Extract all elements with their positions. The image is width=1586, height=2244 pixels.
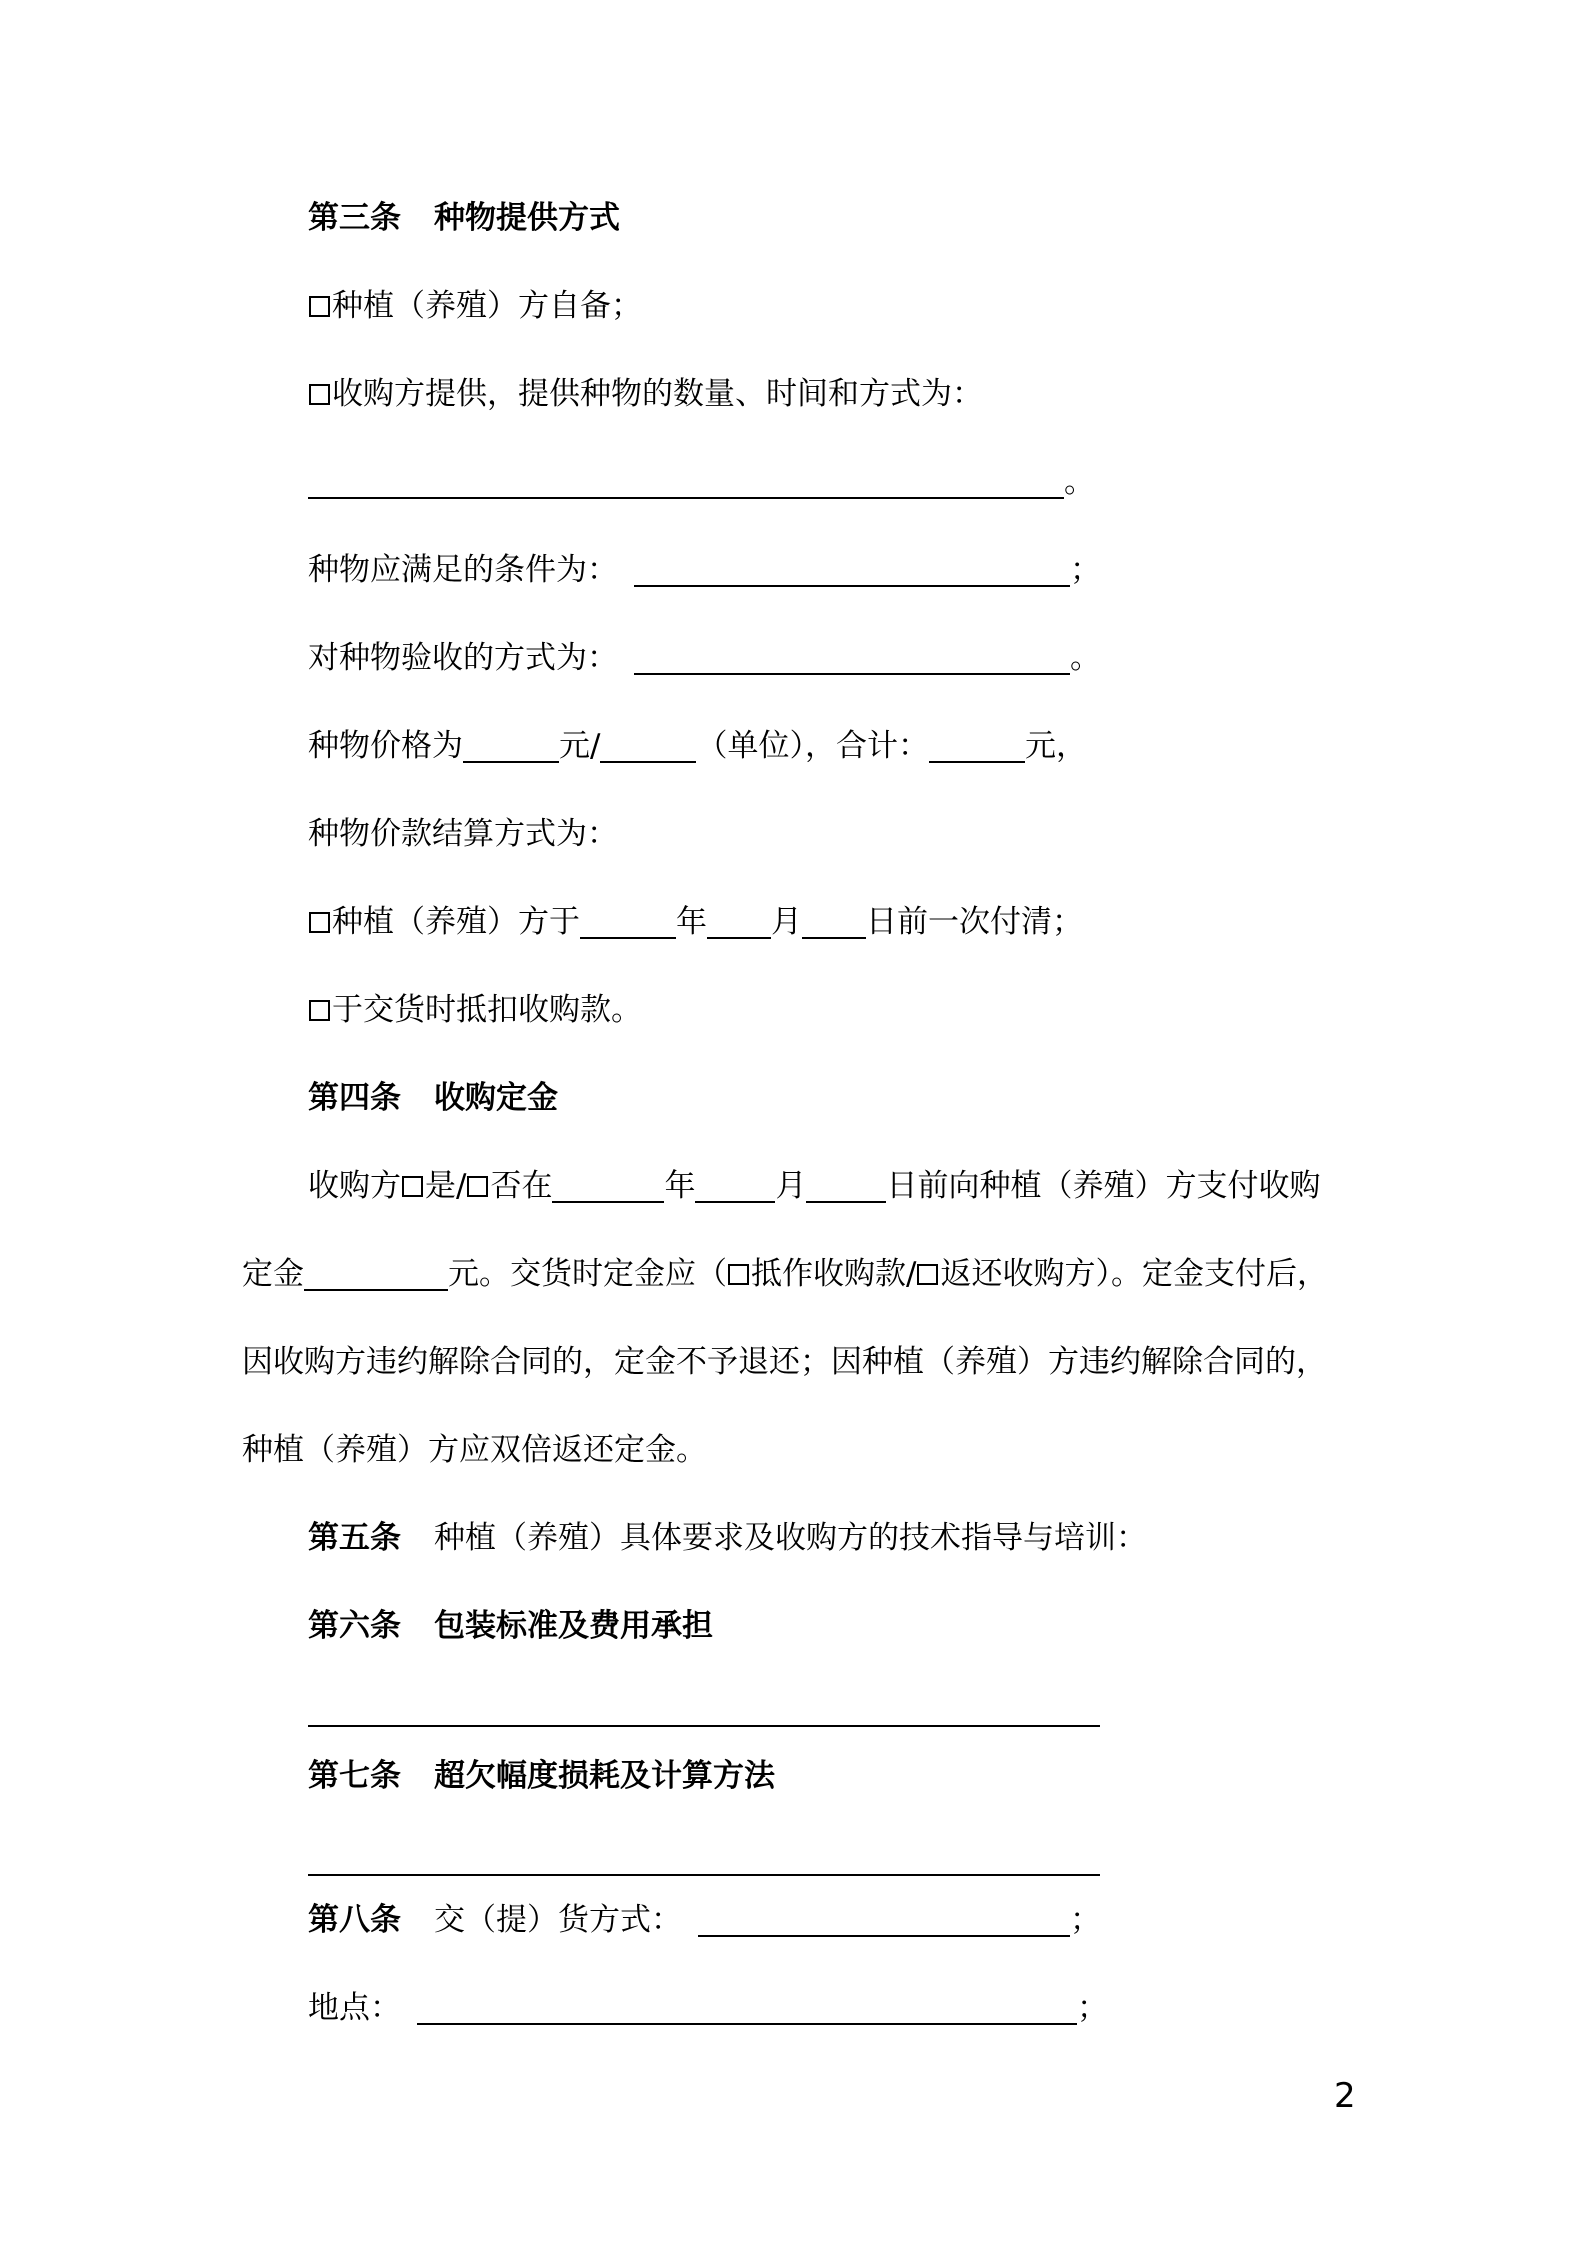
period: 。 xyxy=(1064,464,1095,500)
option-self-supply-text: 种植（养殖）方自备； xyxy=(332,288,642,324)
unit-total-label: （单位），合计： xyxy=(696,728,929,764)
article-7-number: 第七条 xyxy=(308,1758,401,1794)
deposit-month-blank[interactable] xyxy=(695,1169,775,1203)
article-5-number: 第五条 xyxy=(308,1520,401,1556)
month-label: 月 xyxy=(771,904,802,940)
article-5-heading xyxy=(308,1518,1147,1558)
no-label: 否在 xyxy=(490,1168,553,1204)
offset-label: 抵作收购款/ xyxy=(751,1256,917,1292)
pay-once-end: 日前一次付清； xyxy=(866,904,1083,940)
article-6-number: 第六条 xyxy=(308,1608,401,1644)
buyer-label: 收购方 xyxy=(308,1168,401,1204)
article-4-title: 收购定金 xyxy=(434,1080,558,1116)
article-3-heading xyxy=(308,198,620,238)
year-blank[interactable] xyxy=(580,905,676,939)
supply-details-blank[interactable] xyxy=(308,465,1064,499)
checkbox-icon[interactable] xyxy=(309,384,330,405)
option-buyer-supply-text: 收购方提供，提供种物的数量、时间和方式为： xyxy=(332,376,983,412)
yuan-label: 元， xyxy=(1024,728,1087,764)
semicolon: ； xyxy=(1070,1902,1101,1938)
seed-conditions-label: 种物应满足的条件为： xyxy=(308,552,618,588)
pay-once-label: 种植（养殖）方于 xyxy=(332,904,580,940)
deposit-year-blank[interactable] xyxy=(552,1169,664,1203)
option-self-supply xyxy=(308,286,642,326)
year-label: 年 xyxy=(676,904,707,940)
delivery-place-line xyxy=(308,1988,1108,2028)
acceptance-method-blank[interactable] xyxy=(634,641,1070,675)
deposit-line-4-text: 种植（养殖）方应双倍返还定金。 xyxy=(242,1432,707,1468)
deposit-line-3 xyxy=(242,1342,1327,1382)
offset-option xyxy=(308,990,642,1030)
checkbox-icon[interactable] xyxy=(309,296,330,317)
seed-price-line xyxy=(308,726,1087,766)
month-blank[interactable] xyxy=(707,905,771,939)
deposit-line-1 xyxy=(308,1166,1320,1206)
acceptance-method-line xyxy=(308,638,1101,678)
packaging-blank-line[interactable] xyxy=(308,1725,1100,1727)
checkbox-icon[interactable] xyxy=(402,1176,423,1197)
month-label: 月 xyxy=(775,1168,807,1204)
article-4-heading xyxy=(308,1078,558,1118)
offset-option-text: 于交货时抵扣收购款。 xyxy=(332,992,642,1028)
supply-details-line xyxy=(308,462,1095,502)
semicolon: ； xyxy=(1077,1990,1108,2026)
article-8-heading xyxy=(308,1900,1101,1940)
article-8-number: 第八条 xyxy=(308,1902,401,1938)
yes-label: 是/ xyxy=(425,1168,467,1204)
page-number: 2 xyxy=(1334,2076,1356,2116)
checkbox-icon[interactable] xyxy=(467,1176,488,1197)
return-label: 返还收购方）。定金支付后， xyxy=(940,1256,1328,1292)
article-3-number: 第三条 xyxy=(308,200,401,236)
deposit-label: 定金 xyxy=(242,1256,304,1292)
checkbox-icon[interactable] xyxy=(728,1264,749,1285)
delivery-method-label: 交（提）货方式： xyxy=(434,1902,682,1938)
delivery-place-blank[interactable] xyxy=(417,1991,1077,2025)
seed-conditions-blank[interactable] xyxy=(634,553,1070,587)
article-6-title: 包装标准及费用承担 xyxy=(434,1608,713,1644)
total-blank[interactable] xyxy=(929,729,1025,763)
year-label: 年 xyxy=(664,1168,696,1204)
article-5-text: 种植（养殖）具体要求及收购方的技术指导与培训： xyxy=(434,1520,1147,1556)
semicolon: ； xyxy=(1070,552,1101,588)
deposit-day-blank[interactable] xyxy=(806,1169,886,1203)
deposit-line-4 xyxy=(242,1430,707,1470)
article-7-heading xyxy=(308,1756,775,1796)
seed-conditions-line xyxy=(308,550,1101,590)
checkbox-icon[interactable] xyxy=(917,1264,938,1285)
deposit-amount-blank[interactable] xyxy=(304,1257,448,1291)
delivery-place-label: 地点： xyxy=(308,1990,401,2026)
seed-price-label: 种物价格为 xyxy=(308,728,463,764)
article-7-title: 超欠幅度损耗及计算方法 xyxy=(434,1758,775,1794)
article-4-number: 第四条 xyxy=(308,1080,401,1116)
day-blank[interactable] xyxy=(802,905,866,939)
acceptance-method-label: 对种物验收的方式为： xyxy=(308,640,618,676)
unit-blank[interactable] xyxy=(600,729,696,763)
loss-calc-blank-line[interactable] xyxy=(308,1874,1100,1876)
deposit-line-3-text: 因收购方违约解除合同的，定金不予退还；因种植（养殖）方违约解除合同的， xyxy=(242,1344,1327,1380)
seed-price-blank[interactable] xyxy=(463,729,559,763)
pay-once-option xyxy=(308,902,1083,942)
deposit-line-2 xyxy=(242,1254,1328,1294)
option-buyer-supply xyxy=(308,374,983,414)
yuan-per-label: 元/ xyxy=(559,728,601,764)
article-6-heading xyxy=(308,1606,713,1646)
article-3-title: 种物提供方式 xyxy=(434,200,620,236)
delivery-method-blank[interactable] xyxy=(698,1903,1070,1937)
period: 。 xyxy=(1070,640,1101,676)
deposit-line-1-end: 日前向种植（养殖）方支付收购 xyxy=(886,1168,1321,1204)
checkbox-icon[interactable] xyxy=(309,912,330,933)
settlement-method-label: 种物价款结算方式为： xyxy=(308,816,618,852)
checkbox-icon[interactable] xyxy=(309,1000,330,1021)
settlement-method-line xyxy=(308,814,618,854)
deposit-handling-label: 元。交货时定金应（ xyxy=(448,1256,727,1292)
